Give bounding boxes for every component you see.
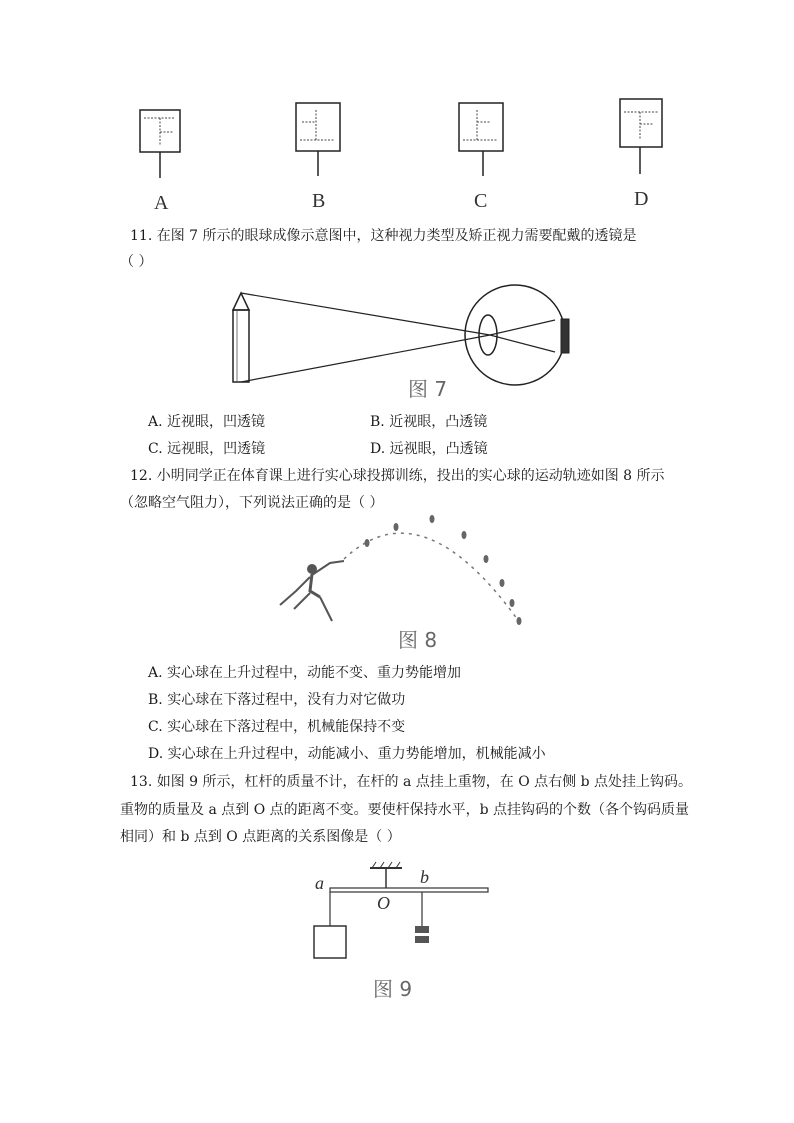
q11-stem-line2: （ ） [120, 254, 153, 270]
q12-option-c: C. 实心球在下落过程中，机械能保持不变 [148, 719, 406, 735]
figure-7-eye-diagram [225, 285, 585, 395]
q12-option-a: A. 实心球在上升过程中，动能不变、重力势能增加 [148, 665, 462, 681]
figure-7-caption: 图 7 [408, 377, 448, 401]
q12-option-b: B. 实心球在下落过程中，没有力对它做功 [148, 692, 406, 708]
figure-9-label-a: a [315, 873, 324, 893]
q11-option-b: B. 近视眼，凸透镜 [370, 414, 488, 430]
q13-stem-line2: 重物的质量及 a 点到 O 点的距离不变。要使杆保持水平，b 点挂钩码的个数（各个钩码质量 [120, 802, 690, 818]
option-label-a: A [154, 192, 169, 214]
figure-8-trajectory [272, 505, 532, 625]
option-label-b: B [312, 190, 326, 212]
q12-stem-line1: 12. 小明同学正在体育课上进行实心球投掷训练，投出的实心球的运动轨迹如图 8 所示 [130, 468, 665, 484]
q13-stem-line1: 13. 如图 9 所示，杠杆的质量不计，在杆的 a 点挂上重物，在 O 点右侧 b 点处挂上钩码。 [130, 774, 693, 790]
figure-8-caption: 图 8 [398, 628, 438, 652]
q11-option-a: A. 近视眼，凹透镜 [148, 414, 266, 430]
q11-option-d: D. 远视眼，凸透镜 [370, 441, 488, 457]
option-a-image [130, 100, 190, 180]
option-label-c: C [474, 190, 488, 212]
q11-stem-line1: 11. 在图 7 所示的眼球成像示意图中，这种视力类型及矫正视力需要配戴的透镜是 [130, 228, 637, 244]
q12-option-d: D. 实心球在上升过程中，动能减小、重力势能增加，机械能减小 [148, 746, 546, 762]
option-b-image [290, 100, 350, 180]
option-c-image [455, 100, 515, 180]
q13-stem-line3: 相同）和 b 点到 O 点距离的关系图像是（ ） [120, 829, 401, 845]
figure-9-lever [300, 860, 500, 970]
figure-9-label-o: O [377, 893, 390, 913]
q11-option-c: C. 远视眼，凹透镜 [148, 441, 266, 457]
option-d-image [614, 96, 674, 176]
q12-stem-line2: （忽略空气阻力），下列说法正确的是（ ） [120, 495, 384, 511]
figure-9-label-b: b [420, 867, 429, 887]
option-label-d: D [634, 188, 649, 210]
figure-9-caption: 图 9 [373, 977, 413, 1001]
